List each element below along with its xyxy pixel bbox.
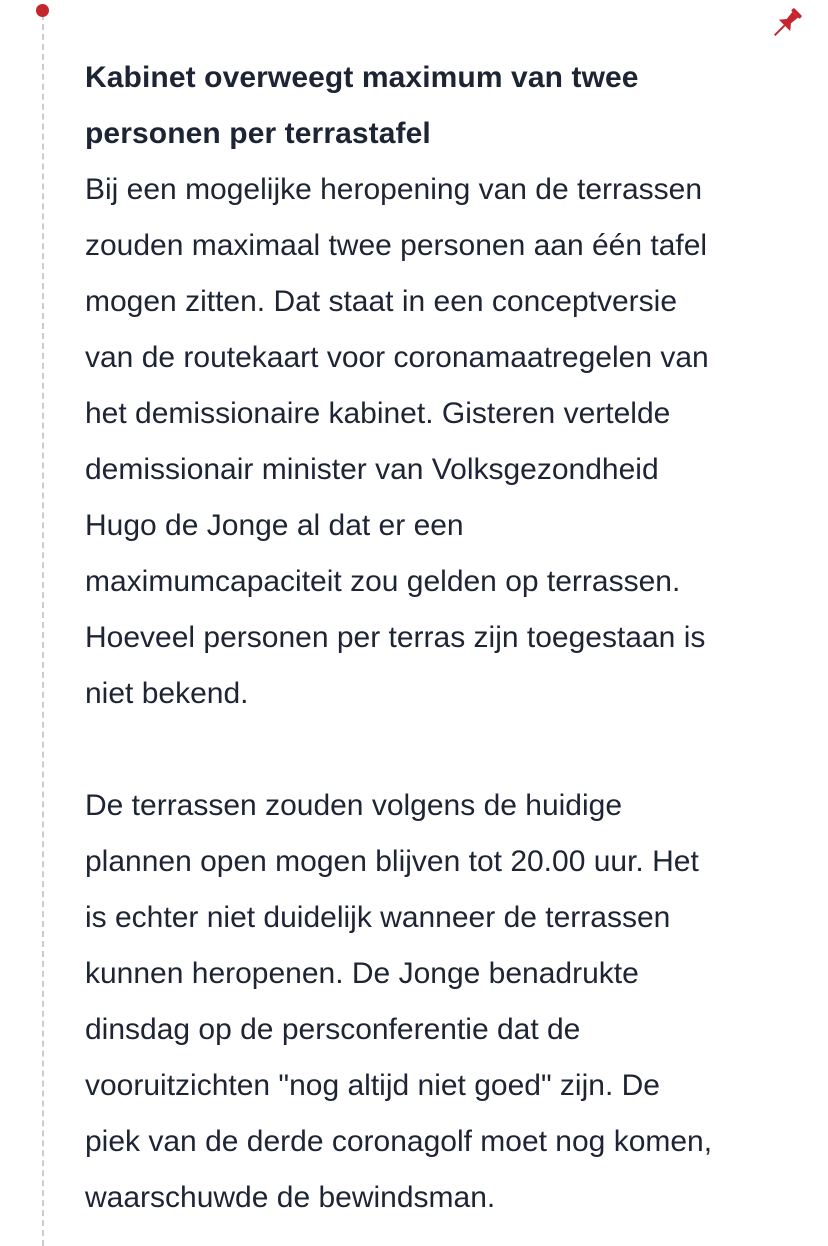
post-body <box>85 162 805 1226</box>
post-paragraph: Bij een mogelijke heropening van de terrassen zouden maximaal twee personen aan één tafel mogen zitten. Dat staat in een conceptversie van de routekaart voor coronamaatregelen van het demissionaire kabinet. Gisteren vertelde demissionair minister van Volksgezondheid Hugo de Jonge al dat er een maximumcapaciteit zou gelden op terrassen. Hoeveel personen per terras zijn toegestaan is niet bekend. <box>85 173 709 710</box>
post-title: Kabinet overweegt maximum van twee personen per terrastafel <box>85 61 639 150</box>
live-blog-post <box>85 50 805 1226</box>
pushpin-icon <box>766 4 806 44</box>
timeline-line <box>42 14 44 1246</box>
timeline-dot <box>36 4 49 17</box>
post-paragraph: De terrassen zouden volgens de huidige plannen open mogen blijven tot 20.00 uur. Het is echter niet duidelijk wanneer de terrassen kunnen heropenen. De Jonge benadrukte dinsdag op de persconferentie dat de vooruitzichten "nog altijd niet goed" zijn. De piek van de derde coronagolf moet nog komen, waarschuwde de bewindsman. <box>85 789 713 1214</box>
